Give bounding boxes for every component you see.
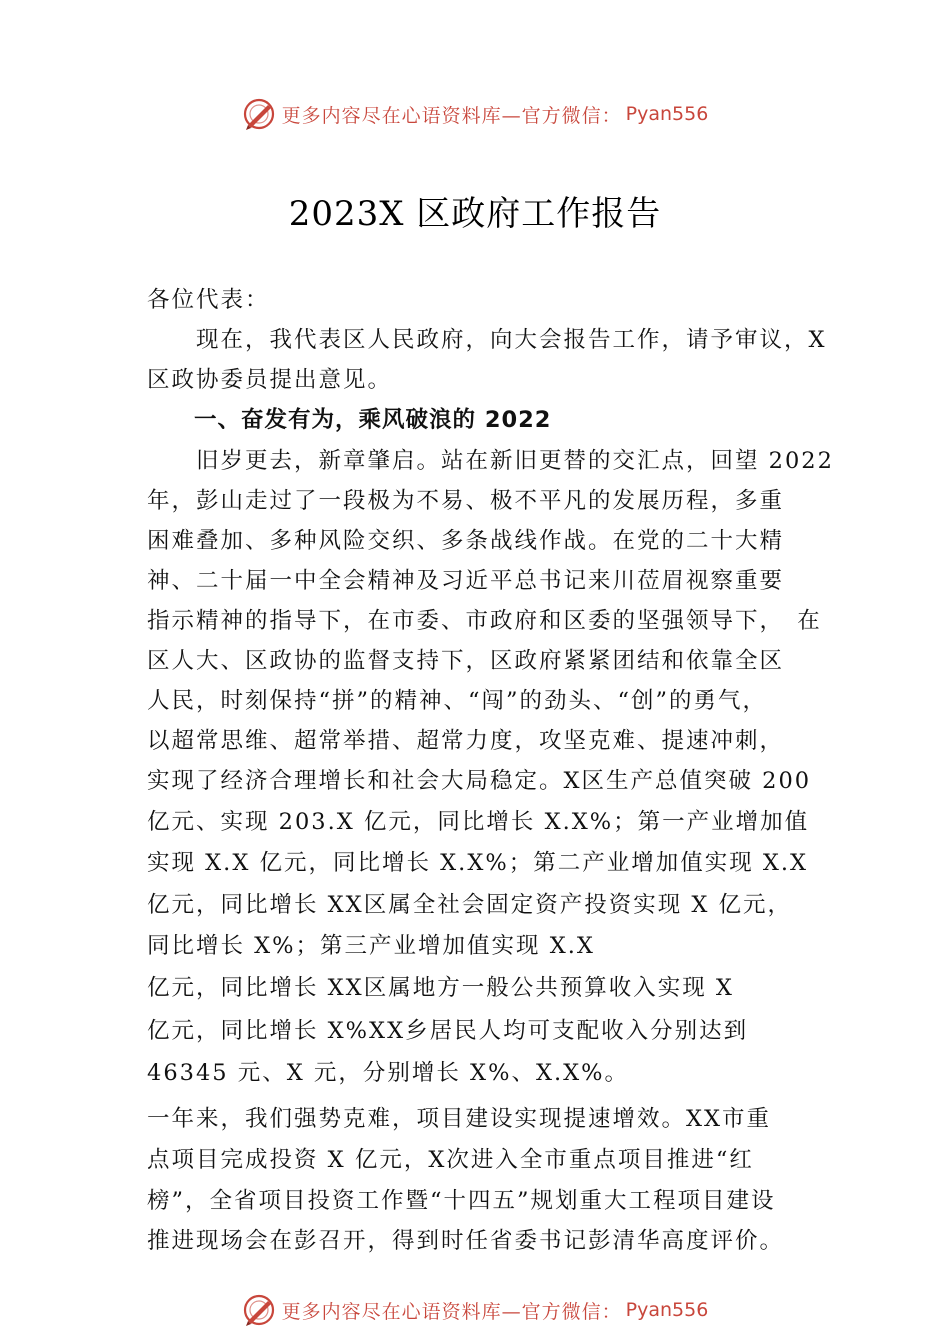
salutation: 各位代表： (147, 287, 270, 313)
banner-text: 更多内容尽在心语资料库—官方微信： (281, 1300, 622, 1323)
paragraph-line: 一年来，我们强势克难，项目建设实现提速增效。XX市重 (147, 1106, 772, 1132)
paragraph-line: 年，彭山走过了一段极为不易、极不平凡的发展历程，多重 (147, 488, 785, 514)
paragraph-line: 实现 X.X 亿元，同比增长 X.X%；第二产业增加值实现 X.X (147, 850, 809, 876)
paragraph-line: 现在，我代表区人民政府，向大会报告工作，请予审议，X (147, 327, 827, 353)
paragraph-line: 区政协委员提出意见。 (147, 367, 393, 393)
paragraph-line: 同比增长 X%；第三产业增加值实现 X.X (147, 933, 595, 959)
document-title: 2023X 区政府工作报告 (288, 194, 662, 234)
paragraph-line: 神、二十届一中全会精神及习近平总书记来川莅眉视察重要 (147, 568, 785, 594)
section-heading: 一、奋发有为，乘风破浪的 2022 (147, 407, 552, 433)
footer-banner (0, 1290, 950, 1330)
paragraph-line: 人民，时刻保持“拼”的精神、“闯”的劲头、“创”的勇气， (147, 688, 768, 714)
paragraph-line: 榜”，全省项目投资工作暨“十四五”规划重大工程项目建设 (147, 1188, 776, 1214)
paragraph-line: 区人大、区政协的监督支持下，区政府紧紧团结和依靠全区 (147, 648, 785, 674)
banner-text: 更多内容尽在心语资料库—官方微信： (281, 104, 622, 127)
paragraph-line: 点项目完成投资 X 亿元，X次进入全市重点项目推进“红 (147, 1147, 754, 1173)
paragraph-line: 亿元、实现 203.X 亿元，同比增长 X.X%；第一产业增加值 (147, 809, 810, 835)
header-banner (0, 94, 950, 134)
paragraph-line: 以超常思维、超常举措、超常力度，攻坚克难、提速冲刺， (147, 728, 785, 754)
paragraph-line: 46345 元、X 元，分别增长 X%、X.X%。 (147, 1060, 630, 1086)
wechat-id: Pyan556 (625, 103, 709, 125)
paragraph-line: 亿元，同比增长 X%XX乡居民人均可支配收入分别达到 (147, 1018, 749, 1044)
paragraph-line: 亿元，同比增长 XX区属地方一般公共预算收入实现 X (147, 975, 734, 1001)
paragraph-line: 指示精神的指导下，在市委、市政府和区委的坚强领导下， 在 (147, 608, 822, 634)
pen-logo-icon (242, 1293, 276, 1327)
paragraph-line: 实现了经济合理增长和社会大局稳定。X区生产总值突破 200 (147, 768, 812, 794)
pen-logo-icon (242, 97, 276, 131)
wechat-id: Pyan556 (625, 1299, 709, 1321)
paragraph-line: 旧岁更去，新章肇启。站在新旧更替的交汇点，回望 2022 (147, 448, 834, 474)
paragraph-line: 推进现场会在彭召开，得到时任省委书记彭清华高度评价。 (147, 1228, 785, 1254)
paragraph-line: 困难叠加、多种风险交织、多条战线作战。在党的二十大精 (147, 528, 785, 554)
paragraph-line: 亿元，同比增长 XX区属全社会固定资产投资实现 X 亿元， (147, 892, 793, 918)
